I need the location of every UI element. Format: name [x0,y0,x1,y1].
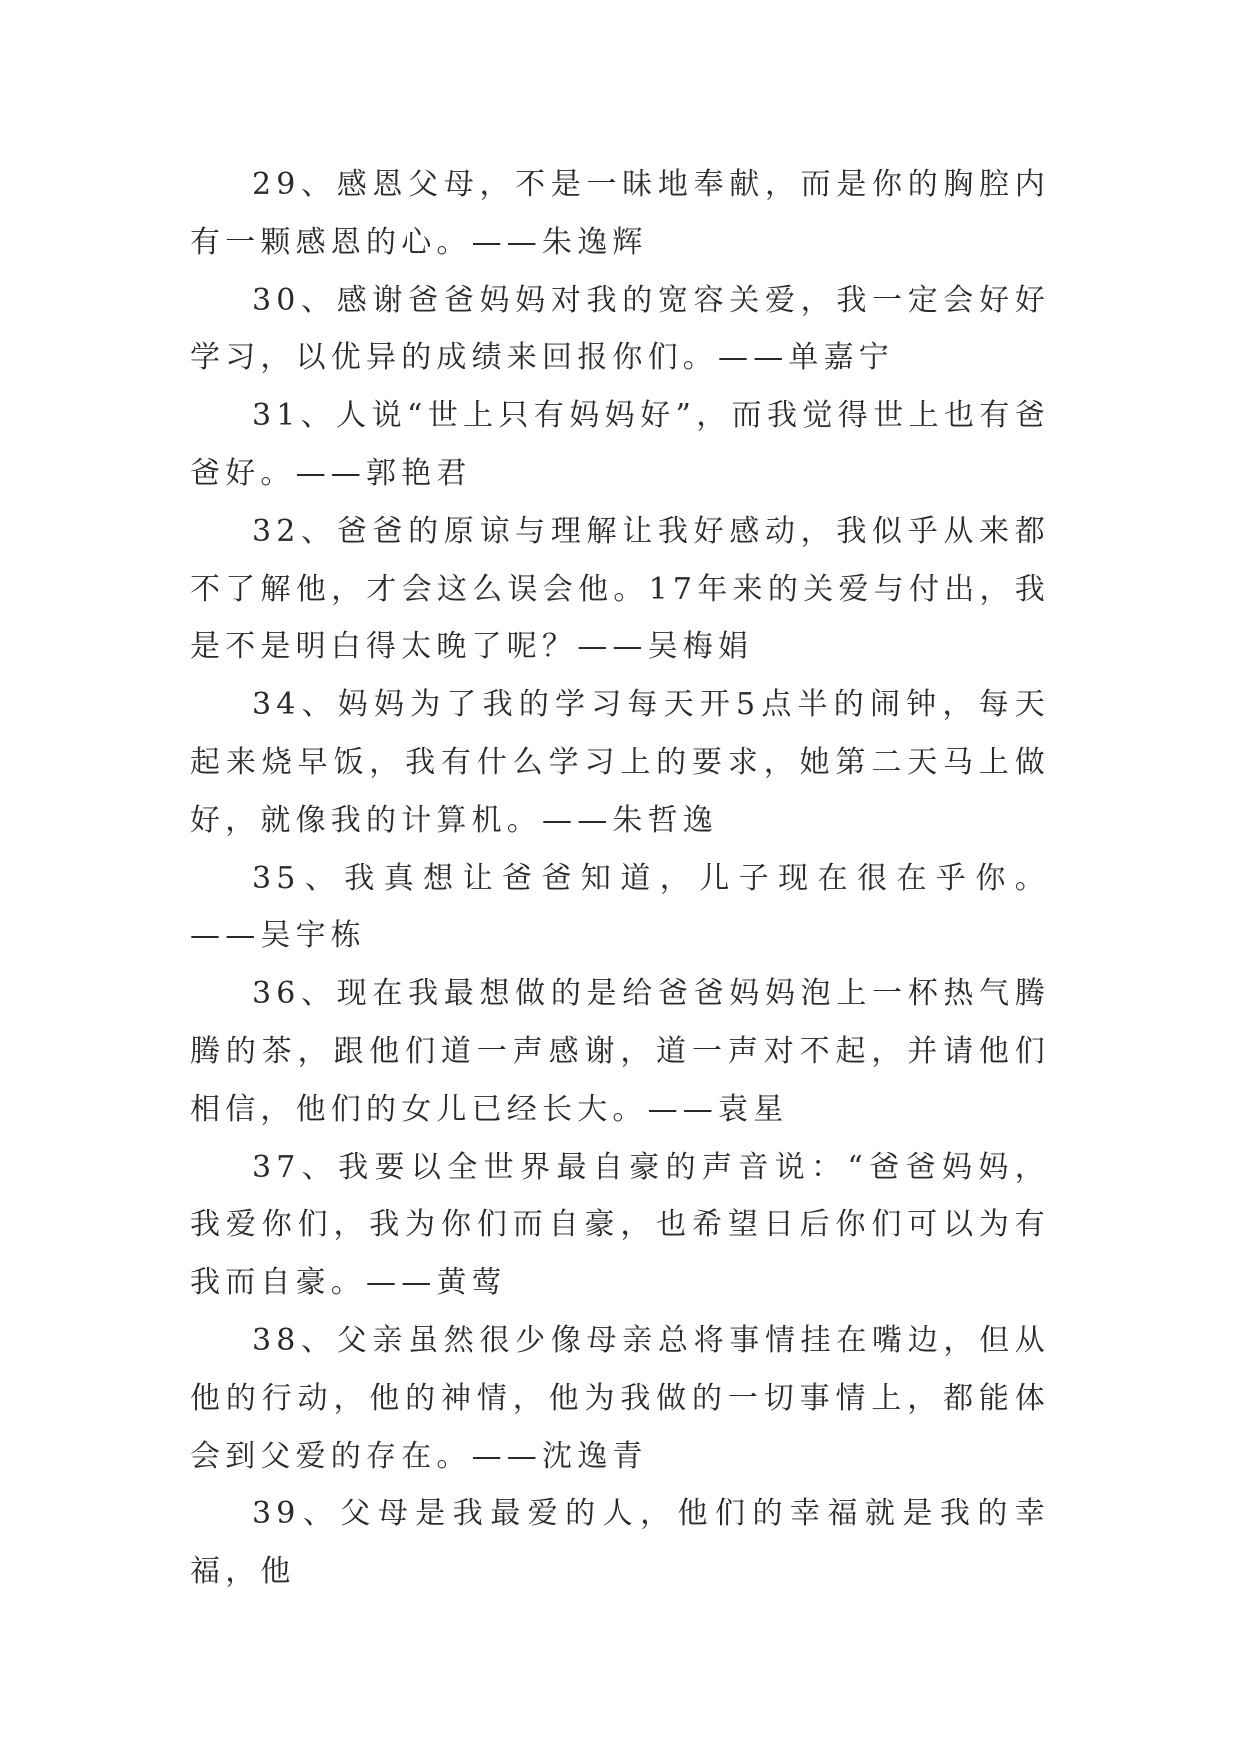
quote-paragraph-38: 38、父亲虽然很少像母亲总将事情挂在嘴边，但从他的行动，他的神情，他为我做的一切事情上，都能体会到父爱的存在。——沈逸青 [190,1322,1050,1474]
quote-paragraph-34: 34、妈妈为了我的学习每天开5点半的闹钟，每天起来烧早饭，我有什么学习上的要求，她第二天马上做好，就像我的计算机。——朱哲逸 [190,687,1050,838]
quote-paragraph-35: 35、我真想让爸爸知道，儿子现在很在乎你。 ——吴宇栋 [190,860,1050,954]
document-body [190,156,1050,1601]
quote-paragraph-39: 39、父母是我最爱的人，他们的幸福就是我的幸福，他 [190,1496,1050,1590]
quote-paragraph-30: 30、感谢爸爸妈妈对我的宽容关爱，我一定会好好学习，以优异的成绩来回报你们。——单嘉宁 [190,282,1050,376]
quote-paragraph-36: 36、现在我最想做的是给爸爸妈妈泡上一杯热气腾腾的茶，跟他们道一声感谢，道一声对不起，并请他们相信，他们的女儿已经长大。——袁星 [190,976,1050,1127]
quote-paragraph-29: 29、感恩父母，不是一昧地奉献，而是你的胸腔内有一颗感恩的心。——朱逸辉 [190,167,1050,260]
quote-paragraph-37: 37、我要以全世界最自豪的声音说：“爸爸妈妈，我爱你们，我为你们而自豪，也希望日后你们可以为有我而自豪。——黄莺 [190,1149,1050,1301]
quote-paragraph-31: 31、人说“世上只有妈妈好”，而我觉得世上也有爸爸好。——郭艳君 [190,398,1050,491]
quote-paragraph-32: 32、爸爸的原谅与理解让我好感动，我似乎从来都不了解他，才会这么误会他。17年来的关爱与付出，我是不是明白得太晚了呢？——吴梅娟 [190,513,1050,665]
